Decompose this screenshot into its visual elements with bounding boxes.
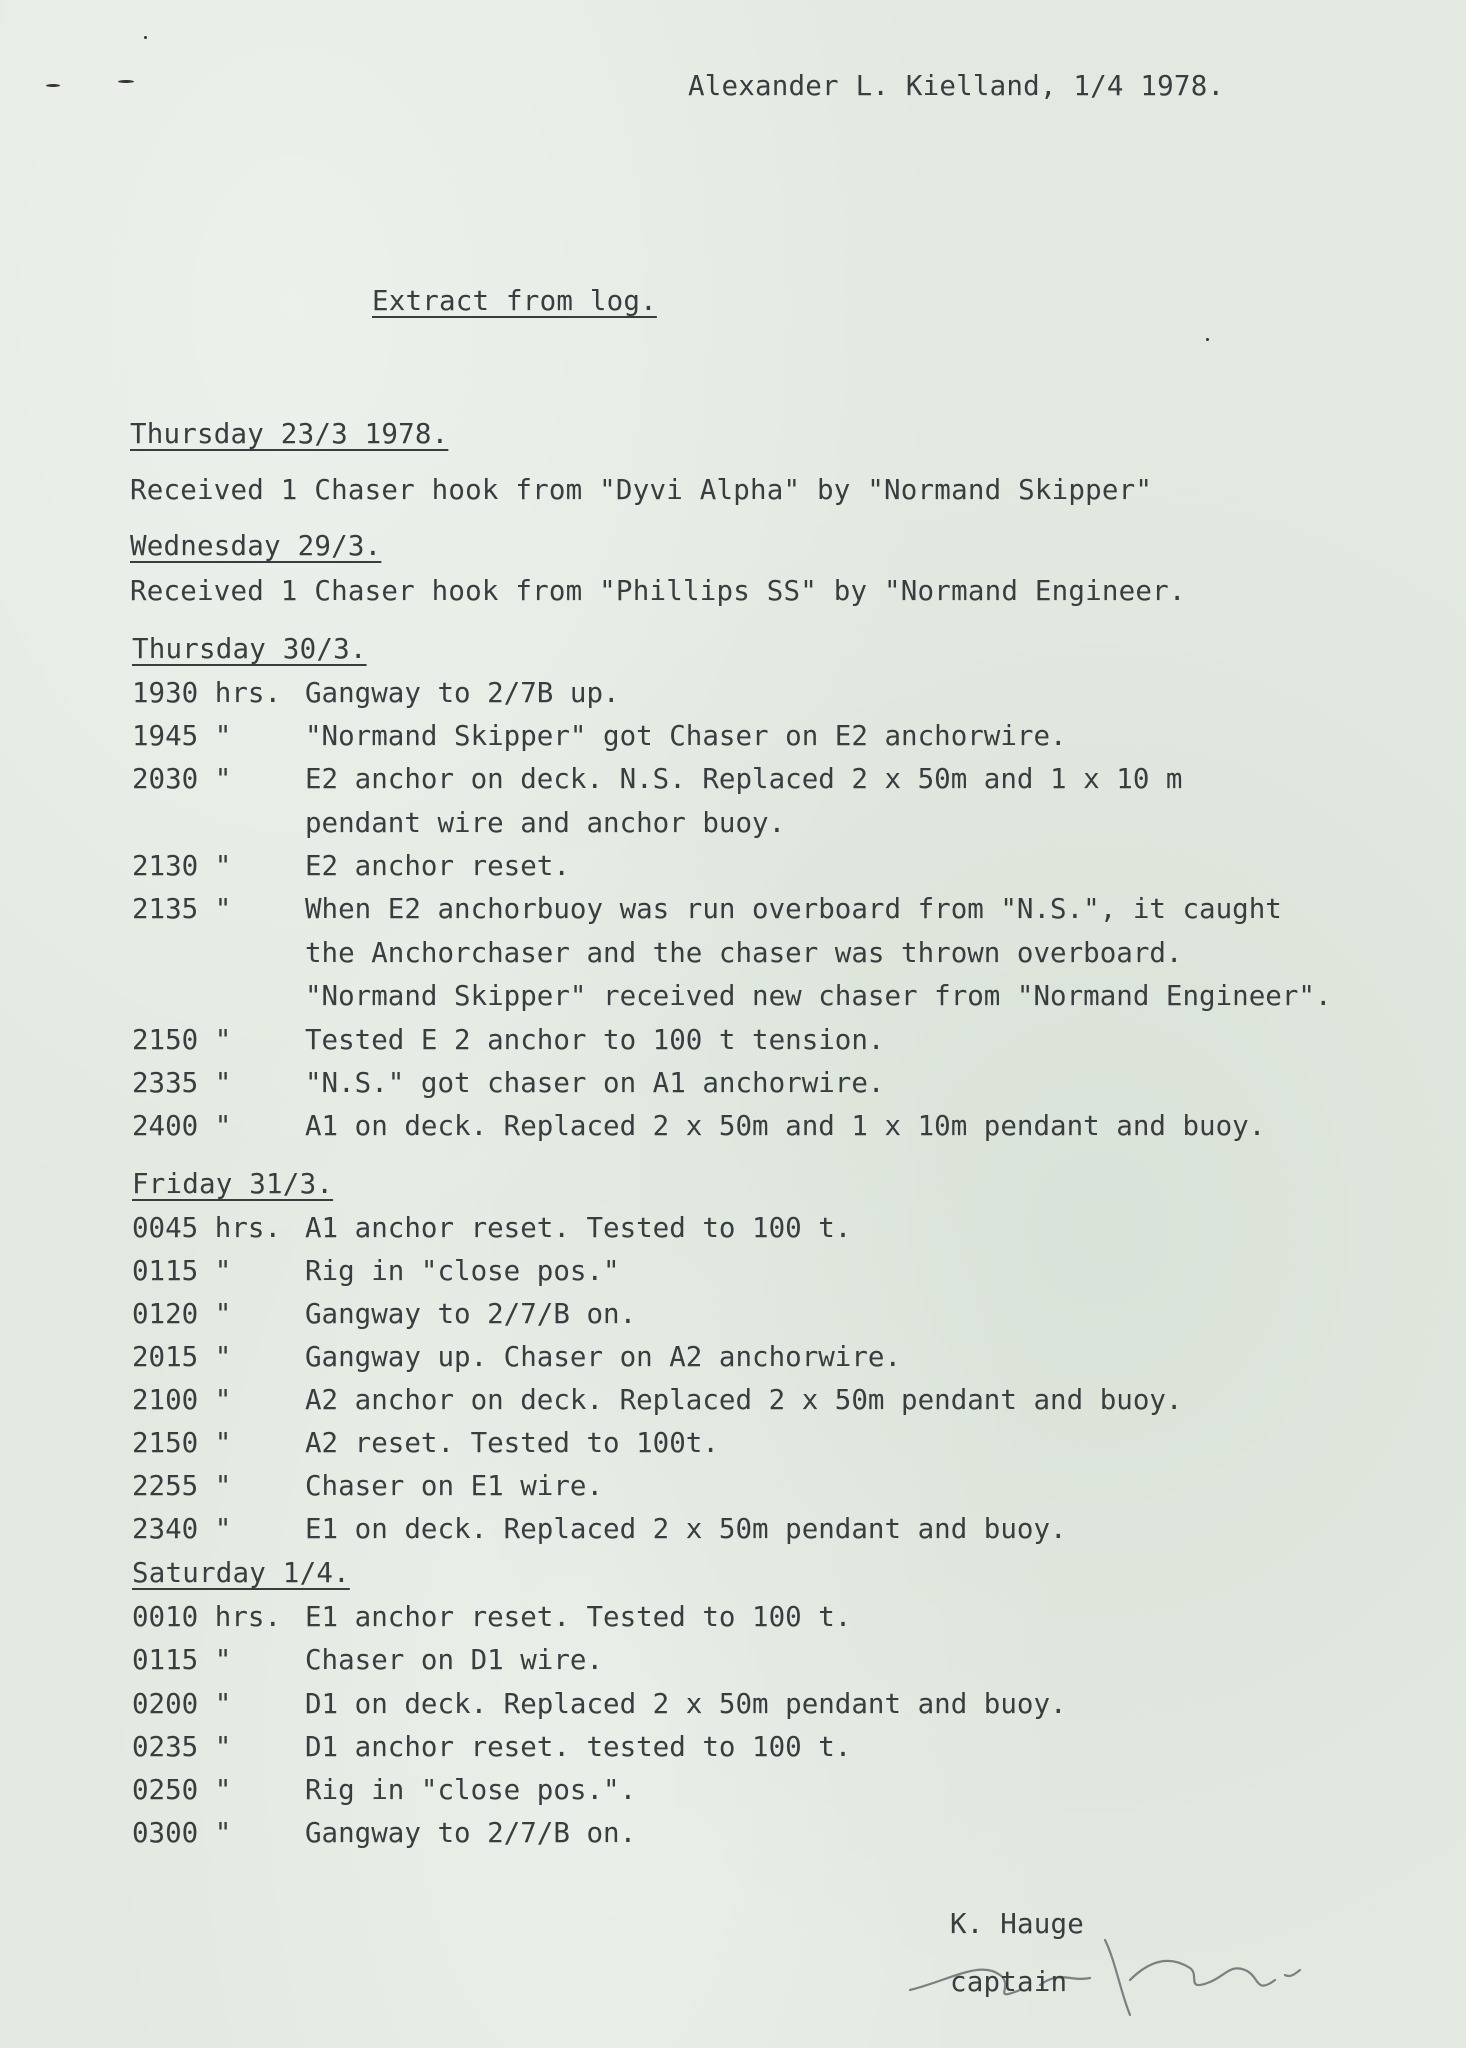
entry-time: 2400 " — [132, 1110, 232, 1142]
entry-text-continued: "Normand Skipper" received new chaser from "Normand Engineer". — [305, 980, 1332, 1012]
entry-time: 0120 " — [132, 1298, 232, 1330]
day-heading: Wednesday 29/3. — [130, 530, 382, 562]
signatory-name: K. Hauge — [950, 1908, 1085, 1940]
entry-text: A1 anchor reset. Tested to 100 t. — [305, 1212, 852, 1244]
entry-text-continued: pendant wire and anchor buoy. — [305, 807, 786, 839]
entry-time: 2150 " — [132, 1427, 232, 1459]
entry-text: Gangway to 2/7B up. — [305, 677, 620, 709]
entry-text: When E2 anchorbuoy was run overboard from "N.S.", it caught — [305, 893, 1282, 925]
entry-time: 2015 " — [132, 1341, 232, 1373]
day-heading: Thursday 30/3. — [132, 633, 367, 665]
entry-time: 2130 " — [132, 850, 232, 882]
entry-text: Gangway up. Chaser on A2 anchorwire. — [305, 1341, 902, 1373]
entry-time: 0235 " — [132, 1731, 232, 1763]
log-line: Received 1 Chaser hook from "Dyvi Alpha" by "Normand Skipper" — [130, 474, 1153, 506]
entry-time: 0200 " — [132, 1688, 232, 1720]
document-title: Extract from log. — [372, 285, 657, 317]
entry-time: 0115 " — [132, 1644, 232, 1676]
entry-time: 2150 " — [132, 1024, 232, 1056]
day-heading: Saturday 1/4. — [132, 1557, 350, 1589]
entry-text: D1 anchor reset. tested to 100 t. — [305, 1731, 852, 1763]
entry-text: "N.S." got chaser on A1 anchorwire. — [305, 1067, 885, 1099]
entry-time: 0115 " — [132, 1255, 232, 1287]
entry-text: E1 on deck. Replaced 2 x 50m pendant and buoy. — [305, 1513, 1067, 1545]
entry-text: Rig in "close pos.". — [305, 1774, 637, 1806]
log-line: Received 1 Chaser hook from "Phillips SS" by "Normand Engineer. — [130, 575, 1186, 607]
entry-text: E1 anchor reset. Tested to 100 t. — [305, 1601, 852, 1633]
ink-speck — [46, 84, 60, 87]
document-header: Alexander L. Kielland, 1/4 1978. — [688, 70, 1225, 102]
ink-speck — [144, 36, 147, 39]
entry-time: 2100 " — [132, 1384, 232, 1416]
day-heading: Thursday 23/3 1978. — [130, 418, 449, 450]
entry-text: Tested E 2 anchor to 100 t tension. — [305, 1024, 885, 1056]
entry-text: D1 on deck. Replaced 2 x 50m pendant and buoy. — [305, 1688, 1067, 1720]
entry-time: 0300 " — [132, 1817, 232, 1849]
entry-text: A1 on deck. Replaced 2 x 50m and 1 x 10m pendant and buoy. — [305, 1110, 1266, 1142]
signatory-role: captain — [950, 1966, 1068, 1998]
entry-text: Gangway to 2/7/B on. — [305, 1298, 637, 1330]
day-heading: Friday 31/3. — [132, 1168, 334, 1200]
entry-time: 2340 " — [132, 1513, 232, 1545]
entry-time: 2335 " — [132, 1067, 232, 1099]
entry-text-continued: the Anchorchaser and the chaser was thrown overboard. — [305, 937, 1183, 969]
entry-time: 1945 " — [132, 720, 232, 752]
entry-time: 1930 hrs. — [132, 677, 282, 709]
entry-time: 2135 " — [132, 893, 232, 925]
entry-text: Chaser on E1 wire. — [305, 1470, 604, 1502]
ink-speck — [118, 80, 134, 83]
entry-text: E2 anchor reset. — [305, 850, 570, 882]
entry-time: 2030 " — [132, 763, 232, 795]
entry-text: A2 anchor on deck. Replaced 2 x 50m pendant and buoy. — [305, 1384, 1183, 1416]
entry-text: E2 anchor on deck. N.S. Replaced 2 x 50m and 1 x 10 m — [305, 763, 1183, 795]
entry-time: 2255 " — [132, 1470, 232, 1502]
entry-time: 0045 hrs. — [132, 1212, 282, 1244]
entry-text: Gangway to 2/7/B on. — [305, 1817, 637, 1849]
entry-text: Rig in "close pos." — [305, 1255, 620, 1287]
ink-speck — [1206, 338, 1209, 341]
entry-text: Chaser on D1 wire. — [305, 1644, 604, 1676]
entry-text: A2 reset. Tested to 100t. — [305, 1427, 719, 1459]
entry-time: 0250 " — [132, 1774, 232, 1806]
entry-time: 0010 hrs. — [132, 1601, 282, 1633]
entry-text: "Normand Skipper" got Chaser on E2 anchorwire. — [305, 720, 1067, 752]
